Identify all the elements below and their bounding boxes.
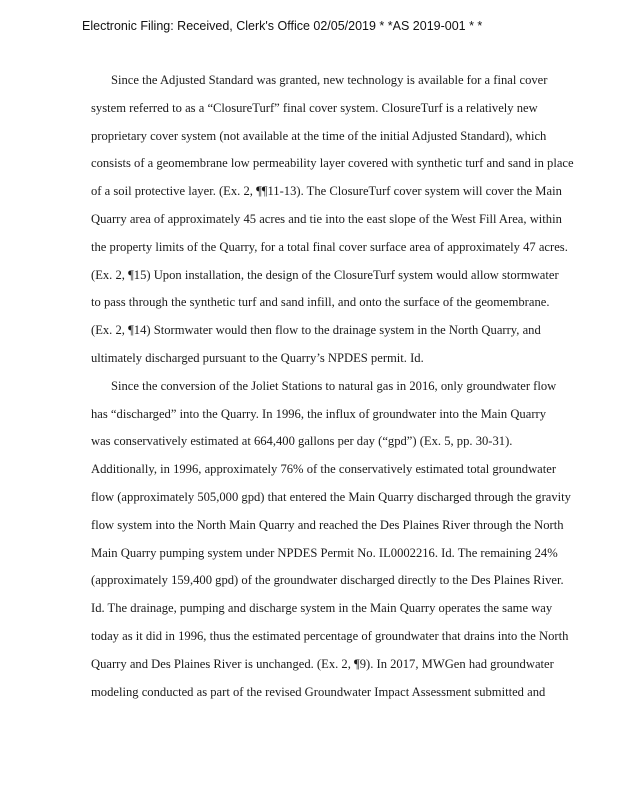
paragraph-line: Quarry and Des Plaines River is unchanged. (Ex. 2, ¶9). In 2017, MWGen had groundwater xyxy=(91,656,554,671)
body-text xyxy=(91,70,615,709)
paragraph-line: to pass through the synthetic turf and sand infill, and onto the surface of the geomembrane. xyxy=(91,295,550,310)
paragraph-line: today as it did in 1996, thus the estimated percentage of groundwater that drains into the North xyxy=(91,628,569,643)
paragraph-line: Since the Adjusted Standard was granted, new technology is available for a final cover xyxy=(111,73,548,87)
paragraph-line: (Ex. 2, ¶14) Stormwater would then flow to the drainage system in the North Quarry, and xyxy=(91,323,541,338)
paragraph-line: Main Quarry pumping system under NPDES Permit No. IL0002216. Id. The remaining 24% xyxy=(91,545,558,560)
filing-stamp-header: Electronic Filing: Received, Clerk's Office 02/05/2019 * *AS 2019-001 * * xyxy=(82,19,483,33)
paragraph-line: system referred to as a “ClosureTurf” final cover system. ClosureTurf is a relatively new xyxy=(91,100,538,115)
paragraph-line: flow system into the North Main Quarry and reached the Des Plaines River through the North xyxy=(91,517,564,532)
paragraph-line: ultimately discharged pursuant to the Quarry’s NPDES permit. Id. xyxy=(91,350,424,365)
paragraph-line: (Ex. 2, ¶15) Upon installation, the design of the ClosureTurf system would allow stormwater xyxy=(91,267,559,282)
paragraph-line: has “discharged” into the Quarry. In 1996, the influx of groundwater into the Main Quarry xyxy=(91,406,546,421)
paragraph-line: (approximately 159,400 gpd) of the groundwater discharged directly to the Des Plaines River. xyxy=(91,573,564,588)
paragraph-line: Quarry area of approximately 45 acres and tie into the east slope of the West Fill Area, within xyxy=(91,211,562,226)
paragraph-line: Additionally, in 1996, approximately 76% of the conservatively estimated total groundwater xyxy=(91,462,557,477)
paragraph-line: Since the conversion of the Joliet Stations to natural gas in 2016, only groundwater flow xyxy=(111,378,557,393)
paragraph-line: Id. The drainage, pumping and discharge system in the Main Quarry operates the same way xyxy=(91,601,553,616)
paragraph-closureturf xyxy=(91,70,615,376)
paragraph-line: was conservatively estimated at 664,400 gallons per day (“gpd”) (Ex. 5, pp. 30-31). xyxy=(91,434,513,449)
paragraph-line: consists of a geomembrane low permeability layer covered with synthetic turf and sand in place xyxy=(91,156,574,171)
paragraph-line: flow (approximately 505,000 gpd) that entered the Main Quarry discharged through the gravity xyxy=(91,489,571,504)
paragraph-groundwater xyxy=(91,376,615,710)
paragraph-line: the property limits of the Quarry, for a total final cover surface area of approximately 47 acres. xyxy=(91,239,568,254)
paragraph-line: of a soil protective layer. (Ex. 2, ¶¶11-13). The ClosureTurf cover system will cover the Main xyxy=(91,184,562,199)
paragraph-line: modeling conducted as part of the revised Groundwater Impact Assessment submitted and xyxy=(91,684,546,699)
paragraph-line: proprietary cover system (not available at the time of the initial Adjusted Standard), which xyxy=(91,128,547,143)
